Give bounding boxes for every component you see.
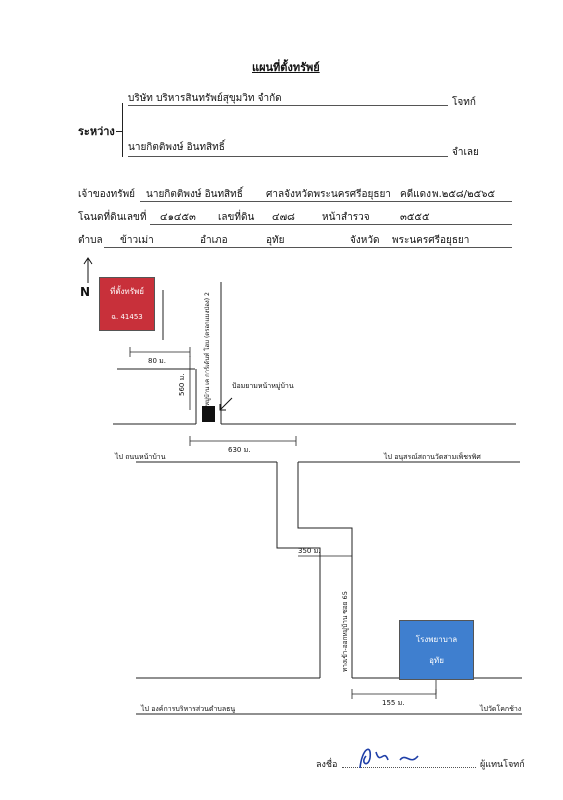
- case-value: พ.๒๕๘/๒๕๖๕: [432, 189, 496, 200]
- owner-label: เจ้าของทรัพย์: [78, 189, 136, 200]
- road-left-bottom: ไป องค์การบริหารส่วนตำบลธนู: [141, 705, 236, 713]
- hospital-marker: [399, 620, 474, 680]
- owner-value: นายกิตติพงษ์ อินทสิทธิ์: [146, 189, 243, 200]
- province-label: จังหวัด: [350, 235, 380, 246]
- between-label: ระหว่าง: [78, 125, 115, 138]
- road-right-bottom: ไปวัดโคกช้าง: [480, 705, 522, 713]
- subdistrict-value: ข้าวเม่า: [120, 235, 154, 246]
- deed-value: ๔๑๔๕๓: [160, 212, 196, 223]
- road-right-top: ไป อนุสรณ์สถานวัดสามเพ็ชรพิศ: [384, 453, 481, 461]
- guardhouse-label: ป้อมยามหน้าหมู่บ้าน: [232, 382, 294, 390]
- survey-label: หน้าสำรวจ: [322, 212, 370, 223]
- guardhouse-icon: [202, 406, 215, 422]
- court-value: ศาลจังหวัดพระนครศรีอยุธยา: [266, 189, 391, 200]
- land-no-label: เลขที่ดิน: [218, 212, 255, 223]
- dist-80: 80 ม.: [148, 357, 166, 365]
- plaintiff-name: บริษัท บริหารสินทรัพย์สุขุมวิท จำกัด: [128, 93, 282, 104]
- signature-scribble: [350, 738, 430, 778]
- dist-350: 350 ม.: [298, 547, 321, 555]
- property-marker: [99, 277, 155, 331]
- province-value: พระนครศรีอยุธยา: [392, 235, 470, 246]
- sign-label: ลงชื่อ: [316, 760, 338, 770]
- dist-560: 560 ม.: [178, 373, 186, 396]
- defendant-name: นายกิตติพงษ์ อินทสิทธิ์: [128, 142, 225, 153]
- defendant-role: จำเลย: [452, 147, 479, 158]
- district-label: อำเภอ: [200, 235, 228, 246]
- district-value: อุทัย: [266, 235, 285, 246]
- north-label: N: [80, 285, 91, 299]
- subdistrict-label: ตำบล: [78, 235, 103, 246]
- hospital-label: โรงพยาบาล: [415, 635, 458, 644]
- survey-value: ๓๕๕๕: [400, 212, 430, 223]
- hospital-sub: อุทัย: [429, 656, 444, 665]
- village-road-label: หมู่บ้าน เค การ์เด้นท์ โฮม (ตรอกแมงป่อง) 2: [204, 292, 211, 406]
- road-vertical-label: ทางเข้า-ออกหมู่บ้าน ซอย 65: [341, 591, 349, 672]
- property-deed: ฉ. 41453: [111, 313, 143, 321]
- north-arrow-icon: [84, 258, 92, 283]
- deed-label: โฉนดที่ดินเลขที่: [78, 212, 147, 223]
- property-label: ที่ตั้งทรัพย์: [110, 287, 144, 296]
- dist-155: 155 ม.: [382, 699, 405, 707]
- plaintiff-role: โจทก์: [452, 97, 476, 108]
- land-no-value: ๔๗๘: [272, 212, 295, 223]
- dist-630: 630 ม.: [228, 446, 251, 454]
- signature-role: ผู้แทนโจทก์: [480, 760, 525, 770]
- page-title: แผนที่ตั้งทรัพย์: [252, 61, 320, 74]
- case-label: คดีแดง: [400, 189, 432, 200]
- road-left-top: ไป ถนนหน้าบ้าน: [115, 453, 166, 461]
